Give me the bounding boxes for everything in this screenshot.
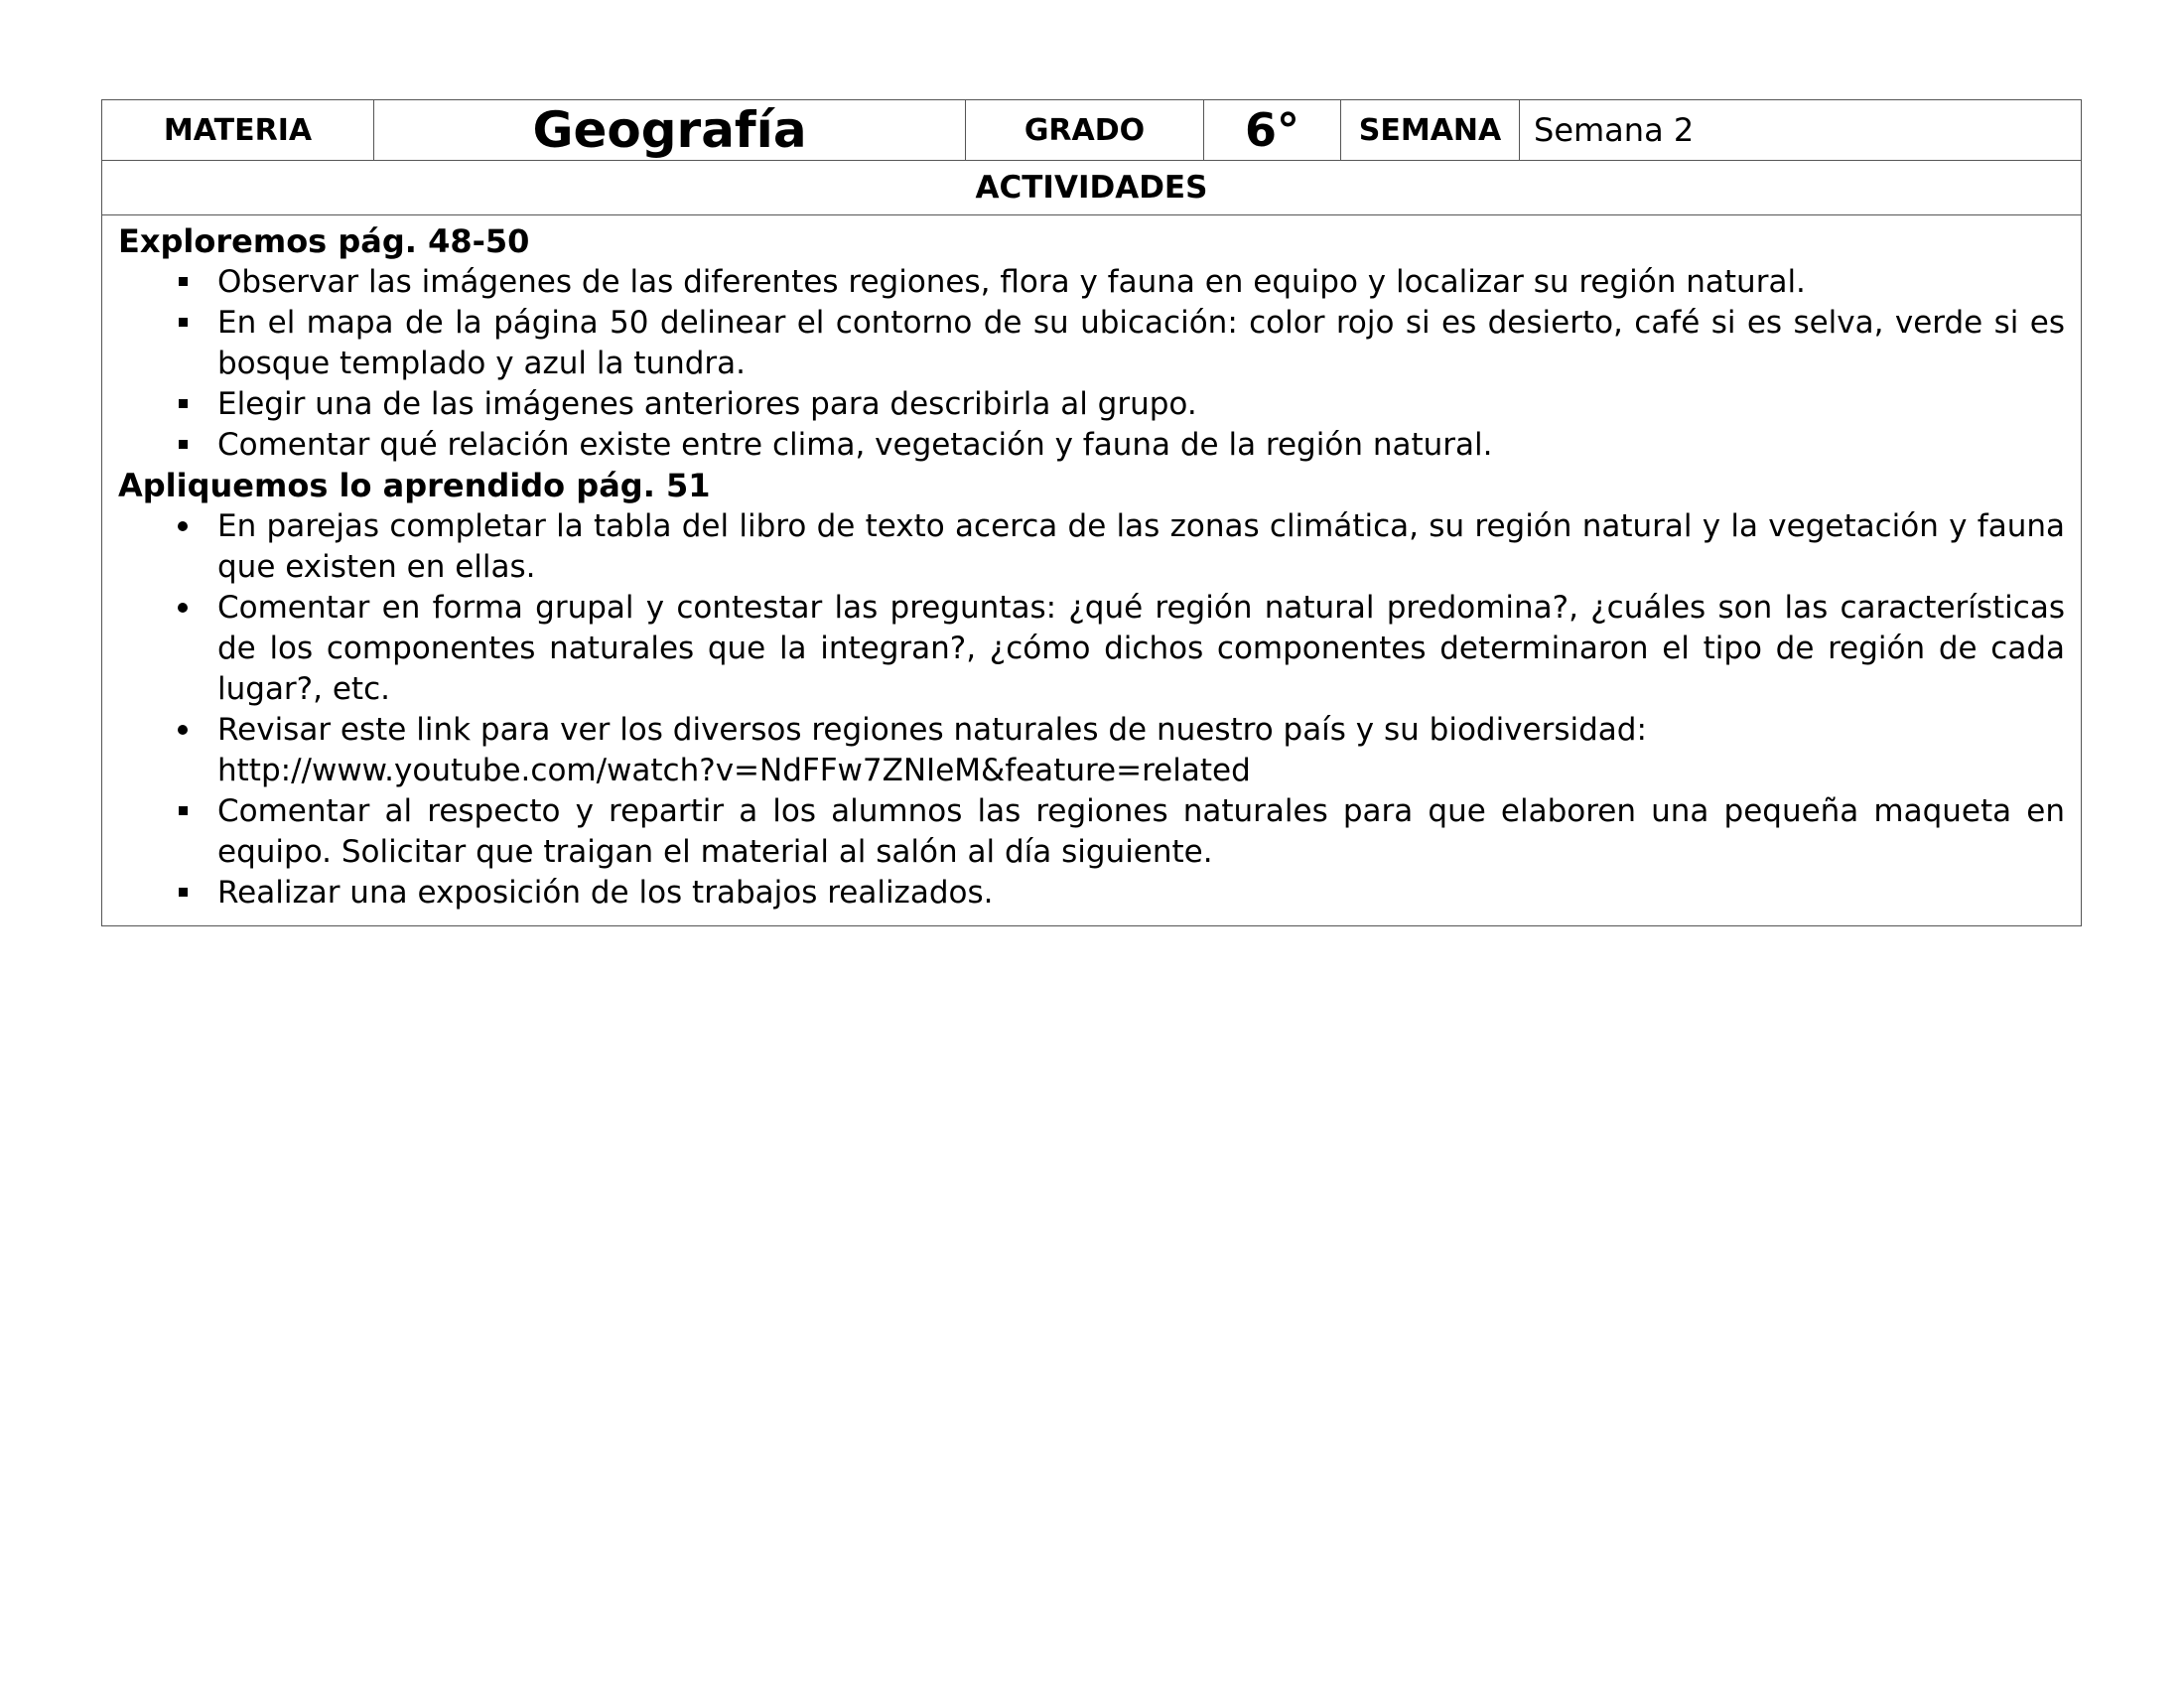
- list-item-text: Comentar qué relación existe entre clima, vegetación y fauna de la región natural.: [217, 427, 1493, 463]
- list-item: [118, 588, 2065, 710]
- list-item: [118, 384, 2065, 425]
- list-item: [118, 303, 2065, 384]
- list-item: [118, 262, 2065, 303]
- square-bullet-icon: [168, 262, 198, 303]
- list-item-text: En parejas completar la tabla del libro de texto acerca de las zonas climática, su región natural y la vegetación y fauna que existen en ellas.: [217, 508, 2065, 585]
- square-bullet-icon: [168, 791, 198, 832]
- activity-plan-table: [101, 99, 2082, 926]
- list-item-text: En el mapa de la página 50 delinear el contorno de su ubicación: color rojo si es desierto, café si es selva, verde si es bosque templado y azul la tundra.: [217, 305, 2065, 381]
- materia-label: MATERIA: [102, 100, 374, 161]
- list-item: [118, 506, 2065, 588]
- activities-title-row: [102, 161, 2082, 215]
- subject-value: Geografía: [374, 100, 966, 161]
- list-item: [118, 425, 2065, 466]
- list-item-text: Comentar al respecto y repartir a los alumnos las regiones naturales para que elaboren una pequeña maqueta en equipo. Solicitar que traigan el material al salón al día siguiente.: [217, 793, 2065, 870]
- section-title-apliquemos: Apliquemos lo aprendido pág. 51: [118, 467, 711, 504]
- activities-body-row: [102, 215, 2082, 926]
- header-row: [102, 100, 2082, 161]
- section-title-exploremos: Exploremos pág. 48-50: [118, 222, 530, 260]
- square-bullet-icon: [168, 384, 198, 425]
- round-bullet-icon: [168, 710, 198, 751]
- activities-title: ACTIVIDADES: [102, 161, 2082, 215]
- list-item-text: Observar las imágenes de las diferentes regiones, flora y fauna en equipo y localizar su región natural.: [217, 264, 1806, 300]
- activities-body: [102, 215, 2082, 926]
- list-item: [118, 873, 2065, 914]
- semana-label: SEMANA: [1341, 100, 1520, 161]
- square-bullet-icon: [168, 303, 198, 344]
- video-link[interactable]: http://www.youtube.com/watch?v=NdFFw7ZNIeM&feature=related: [217, 753, 1251, 788]
- list-item: [118, 791, 2065, 873]
- list-item-text: Elegir una de las imágenes anteriores para describirla al grupo.: [217, 386, 1197, 422]
- grade-value: 6°: [1204, 100, 1341, 161]
- grado-label: GRADO: [966, 100, 1204, 161]
- exploremos-list: [118, 262, 2065, 466]
- square-bullet-icon: [168, 873, 198, 914]
- square-bullet-icon: [168, 425, 198, 466]
- list-item: [118, 710, 2065, 791]
- list-item-text: Realizar una exposición de los trabajos realizados.: [217, 875, 994, 911]
- list-item-text: Revisar este link para ver los diversos regiones naturales de nuestro país y su biodiversidad:: [217, 712, 1647, 748]
- week-value: Semana 2: [1520, 100, 2082, 161]
- apliquemos-list: [118, 506, 2065, 914]
- round-bullet-icon: [168, 588, 198, 629]
- round-bullet-icon: [168, 506, 198, 547]
- list-item-text: Comentar en forma grupal y contestar las preguntas: ¿qué región natural predomina?, ¿cuáles son las características de los componentes naturales que la integran?, ¿cómo dichos componentes determinaron el tipo de región de cada lugar?, etc.: [217, 590, 2065, 707]
